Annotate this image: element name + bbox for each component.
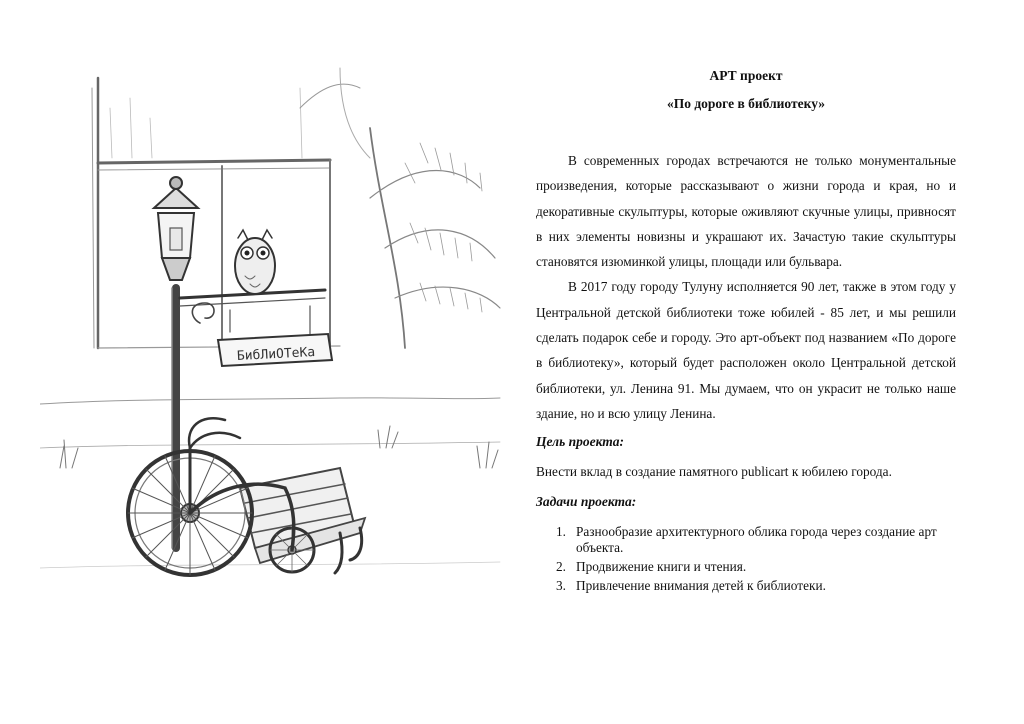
goal-heading: Цель проекта: <box>536 434 625 450</box>
list-text: Разнообразие архитектурного облика города через создание арт объекта. <box>576 524 937 556</box>
list-number: 2. <box>556 559 566 575</box>
list-text: Продвижение книги и чтения. <box>576 559 747 575</box>
text-column <box>536 66 956 597</box>
goal-text: Внести вклад в создание памятного publicart к юбилею города. <box>536 464 892 480</box>
anniversary-paragraph: В 2017 году городу Тулуну исполняется 90 лет, также в этом году у Центральной детской библиотеки тоже юбилей - 85 лет, и мы решили сделать подарок себе и городу. Это арт-объект под названием «По дороге в библиотеку», который будет расположен около Центральной детской библиотеки, ул. Ленина 91. Мы думаем, что он украсит не только наше здание, но и всю улицу Ленина. <box>536 279 956 421</box>
list-item <box>536 578 956 594</box>
library-sign-text: БибЛиОТеКа <box>236 344 316 365</box>
document-title: АРТ проект <box>709 68 783 83</box>
list-number: 1. <box>556 524 566 540</box>
illustration-svg <box>40 48 510 680</box>
tasks-heading: Задачи проекта: <box>536 494 637 510</box>
document-subtitle: «По дороге в библиотеку» <box>666 96 826 111</box>
intro-paragraph: В современных городах встречаются не только монументальные произведения, которые рассказывают о жизни города и края, но и декоративные скульптуры, которые оживляют скучные улицы, привносят в них элементы новизны и украшают их. Зачастую такие скульптуры становятся изюминкой улицы, площади или бульвара. <box>536 153 956 270</box>
list-text: Привлечение внимания детей к библиотеки. <box>576 578 826 594</box>
list-item <box>536 559 956 575</box>
pencil-drawing <box>40 48 510 680</box>
list-item <box>536 524 956 556</box>
tasks-list <box>536 524 956 594</box>
list-number: 3. <box>556 578 566 594</box>
